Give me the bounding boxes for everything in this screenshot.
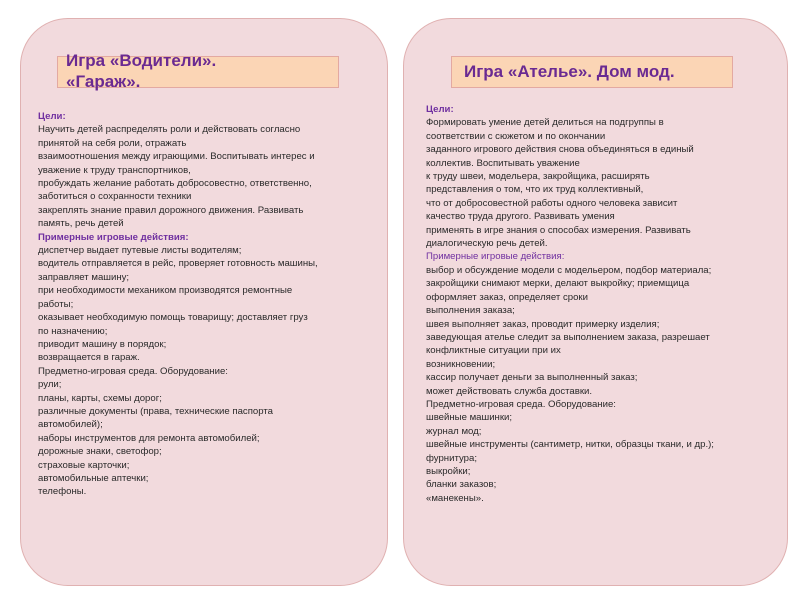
text-line: Формировать умение детей делиться на подгруппы в bbox=[426, 117, 664, 129]
text-line: страховые карточки; bbox=[38, 459, 130, 471]
text-line: автомобилей); bbox=[38, 419, 103, 431]
text-line: оформляет заказ, определяет сроки bbox=[426, 291, 588, 303]
actions-heading: Примерные игровые действия: bbox=[426, 251, 565, 263]
text-line: журнал мод; bbox=[426, 425, 482, 437]
actions-list bbox=[426, 264, 786, 505]
text-line: уважение к труду транспортников, bbox=[38, 164, 191, 176]
game-card-drivers bbox=[20, 18, 388, 586]
text-line: заданного игрового действия снова объединяться в единый bbox=[426, 144, 694, 156]
title-box bbox=[57, 51, 339, 91]
text-line: швейные инструменты (сантиметр, нитки, образцы ткани, и др.); bbox=[426, 439, 714, 451]
game-card-atelier bbox=[403, 18, 788, 586]
text-line: память, речь детей bbox=[38, 218, 124, 230]
text-line: кассир получает деньги за выполненный заказ; bbox=[426, 372, 638, 384]
text-line: рули; bbox=[38, 379, 62, 391]
actions-list bbox=[38, 244, 383, 499]
text-line: взаимоотношения между играющими. Воспитывать интерес и bbox=[38, 151, 315, 163]
title-line-2: «Гараж». bbox=[66, 72, 141, 91]
goals-list bbox=[426, 116, 786, 250]
card-body bbox=[426, 103, 786, 505]
text-line: выкройки; bbox=[426, 465, 471, 477]
text-line: возникновении; bbox=[426, 358, 496, 370]
text-line: представления о том, что их труд коллективный, bbox=[426, 184, 644, 196]
text-line: телефоны. bbox=[38, 486, 87, 498]
text-line: что от добросовестной работы одного человека зависит bbox=[426, 197, 678, 209]
text-line: применять в игре знания о способах измерения. Развивать bbox=[426, 224, 691, 236]
text-line: Научить детей распределять роли и действовать согласно bbox=[38, 124, 301, 136]
text-line: коллектив. Воспитывать уважение bbox=[426, 157, 580, 169]
text-line: планы, карты, схемы дорог; bbox=[38, 392, 162, 404]
text-line: выполнения заказа; bbox=[426, 305, 515, 317]
goals-list bbox=[38, 123, 383, 230]
text-line: «манекены». bbox=[426, 492, 484, 504]
text-line: дорожные знаки, светофор; bbox=[38, 446, 162, 458]
text-line: Предметно-игровая среда. Оборудование: bbox=[426, 398, 616, 410]
text-line: к труду швеи, модельера, закройщика, расширять bbox=[426, 171, 650, 183]
actions-heading: Примерные игровые действия: bbox=[38, 231, 189, 243]
text-line: заправляет машину; bbox=[38, 271, 130, 283]
text-line: по назначению; bbox=[38, 325, 108, 337]
text-line: принятой на себя роли, отражать bbox=[38, 137, 187, 149]
text-line: возвращается в гараж. bbox=[38, 352, 140, 364]
text-line: автомобильные аптечки; bbox=[38, 472, 149, 484]
text-line: фурнитура; bbox=[426, 452, 477, 464]
text-line: может действовать служба доставки. bbox=[426, 385, 593, 397]
text-line: заботиться о сохранности техники bbox=[38, 191, 192, 203]
title-line-1: Игра «Водители». bbox=[66, 51, 217, 70]
text-line: выбор и обсуждение модели с модельером, подбор материала; bbox=[426, 264, 712, 276]
card-body bbox=[38, 110, 383, 499]
text-line: качество труда другого. Развивать умения bbox=[426, 211, 615, 223]
text-line: конфликтные ситуации при их bbox=[426, 345, 561, 357]
text-line: различные документы (права, технические паспорта bbox=[38, 405, 273, 417]
text-line: при необходимости механиком производятся ремонтные bbox=[38, 285, 293, 297]
text-line: закройщики снимают мерки, делают выкройку; приемщица bbox=[426, 278, 690, 290]
text-line: оказывает необходимую помощь товарищу; доставляет груз bbox=[38, 312, 308, 324]
text-line: приводит машину в порядок; bbox=[38, 338, 167, 350]
text-line: Предметно-игровая среда. Оборудование: bbox=[38, 365, 228, 377]
text-line: работы; bbox=[38, 298, 74, 310]
card-title: Игра «Ателье». Дом мод. bbox=[464, 62, 675, 81]
text-line: бланки заказов; bbox=[426, 479, 497, 491]
text-line: соответствии с сюжетом и по окончании bbox=[426, 130, 606, 142]
text-line: закреплять знание правил дорожного движения. Развивать bbox=[38, 204, 304, 216]
text-line: наборы инструментов для ремонта автомобилей; bbox=[38, 432, 260, 444]
text-line: водитель отправляется в рейс, проверяет готовность машины, bbox=[38, 258, 318, 270]
text-line: диалогическую речь детей. bbox=[426, 238, 548, 250]
text-line: пробуждать желание работать добросовестно, ответственно, bbox=[38, 178, 312, 190]
text-line: диспетчер выдает путевые листы водителям; bbox=[38, 245, 242, 257]
title-box bbox=[451, 56, 733, 88]
goals-heading: Цели: bbox=[38, 111, 66, 122]
card-title bbox=[66, 50, 216, 92]
goals-heading: Цели: bbox=[426, 104, 454, 115]
text-line: швея выполняет заказ, проводит примерку изделия; bbox=[426, 318, 660, 330]
text-line: швейные машинки; bbox=[426, 412, 513, 424]
text-line: заведующая ателье следит за выполнением заказа, разрешает bbox=[426, 331, 710, 343]
